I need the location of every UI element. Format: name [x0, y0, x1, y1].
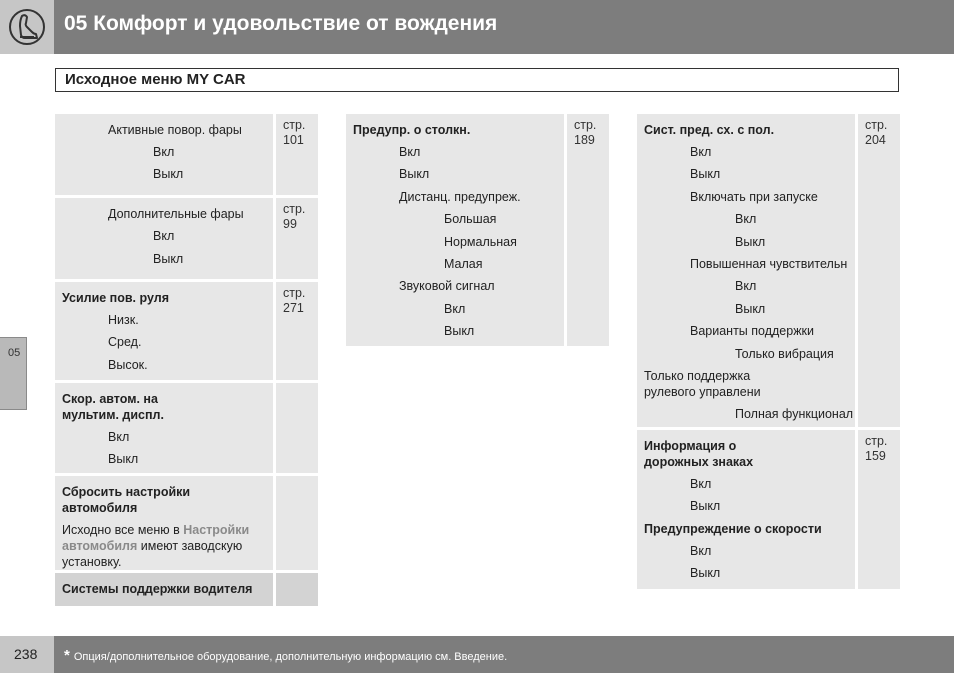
menu-row-reset-settings	[55, 476, 318, 573]
menu-cell	[637, 114, 855, 427]
seat-icon	[8, 7, 46, 47]
page-ref	[858, 114, 900, 427]
menu-cell	[55, 198, 273, 279]
page-number: 99	[283, 217, 297, 231]
page-header	[0, 0, 954, 54]
menu-option: Вкл	[690, 145, 712, 159]
menu-cell	[55, 476, 273, 570]
page-ref	[276, 198, 318, 279]
menu-option: Высок.	[108, 357, 148, 372]
menu-option: Выкл	[690, 167, 721, 182]
menu-option: Выкл	[444, 324, 475, 339]
menu-option: Вкл	[108, 430, 130, 444]
description-text: имеют заводскую установку.	[62, 539, 243, 569]
menu-option: Выкл	[153, 167, 184, 182]
menu-cell	[55, 114, 273, 195]
menu-option: Вкл	[735, 212, 757, 227]
menu-item: Дистанц. предупреж.	[399, 189, 521, 204]
menu-column-2	[346, 114, 609, 346]
menu-option: Выкл	[735, 301, 766, 316]
page-prefix: стр.	[574, 118, 597, 132]
page-footer	[0, 636, 954, 673]
menu-row-lane-departure	[637, 114, 900, 430]
menu-heading: автомобиля	[62, 501, 138, 515]
page-ref	[276, 476, 318, 570]
page-ref	[276, 383, 318, 473]
menu-option: Полная функционал	[735, 407, 854, 422]
menu-heading: дорожных знаках	[644, 455, 754, 469]
menu-item: Варианты поддержки	[690, 324, 815, 339]
page-ref	[567, 114, 609, 346]
menu-item: Повышенная чувствительн	[690, 257, 848, 272]
menu-heading: Сист. пред. сх. с пол.	[644, 123, 775, 137]
settings-link-text: Настройки автомобиля	[62, 523, 250, 553]
menu-heading: мультим. диспл.	[62, 408, 164, 422]
menu-option: Сред.	[108, 335, 142, 350]
footnote-text: Опция/дополнительное оборудование, дополнительную информацию см. Введение.	[73, 651, 508, 663]
menu-item: Включать при запуске	[690, 189, 818, 204]
chapter-side-tab: 05	[0, 337, 27, 410]
menu-cell	[346, 114, 564, 346]
menu-heading: Информация о	[644, 439, 737, 453]
menu-row-multimedia-speed	[55, 383, 318, 476]
page-number: 271	[283, 301, 304, 315]
menu-item: Звуковой сигнал	[399, 279, 495, 294]
page-number: 101	[283, 133, 304, 147]
menu-heading: Усилие пов. руля	[62, 291, 169, 305]
menu-option: Вкл	[444, 301, 466, 316]
chapter-title: 05 Комфорт и удовольствие от вождения	[64, 12, 498, 35]
page-number: 238	[0, 636, 54, 673]
menu-item: Дополнительные фары	[108, 207, 244, 221]
menu-option: Вкл	[153, 229, 175, 244]
menu-row-extra-lights	[55, 198, 318, 282]
menu-row-steering-force	[55, 282, 318, 383]
page-prefix: стр.	[283, 202, 306, 216]
menu-heading: Предупр. о столкн.	[353, 123, 471, 137]
menu-heading: Системы поддержки водителя	[62, 582, 253, 596]
description-text: Исходно все меню в	[62, 523, 184, 537]
footnote-star: *	[64, 647, 70, 664]
menu-option: Выкл	[153, 251, 184, 266]
page-prefix: стр.	[865, 118, 888, 132]
menu-option: Выкл	[735, 234, 766, 249]
header-icon-box	[0, 0, 54, 54]
menu-option: Нормальная	[444, 234, 517, 249]
page-prefix: стр.	[283, 286, 306, 300]
menu-option: рулевого управлени	[644, 385, 761, 400]
menu-option: Низк.	[108, 313, 139, 327]
menu-option: Малая	[444, 257, 483, 272]
menu-heading: Скор. автом. на	[62, 392, 158, 406]
section-title: Исходное меню MY CAR	[55, 68, 899, 92]
menu-option: Выкл	[108, 452, 139, 467]
menu-option: Выкл	[399, 167, 430, 182]
menu-option: Вкл	[399, 145, 421, 159]
page-ref	[858, 430, 900, 589]
page-prefix: стр.	[865, 434, 888, 448]
menu-row-active-lights	[55, 114, 318, 198]
menu-option: Вкл	[690, 477, 712, 491]
menu-row-road-signs	[637, 430, 900, 589]
menu-row-driver-support	[55, 573, 318, 606]
menu-cell	[55, 282, 273, 380]
page-prefix: стр.	[283, 118, 306, 132]
menu-option: Вкл	[153, 145, 175, 159]
menu-option: Вкл	[735, 279, 757, 294]
menu-option: Большая	[444, 212, 497, 227]
menu-option: Вкл	[690, 543, 712, 558]
menu-item: Активные повор. фары	[108, 123, 242, 137]
page-number: 189	[574, 133, 595, 147]
menu-option: Выкл	[690, 499, 721, 514]
page-number: 159	[865, 449, 886, 463]
menu-row-collision-warning	[346, 114, 609, 346]
page-number: 204	[865, 133, 886, 147]
menu-heading: Предупреждение о скорости	[644, 521, 822, 536]
menu-cell	[55, 383, 273, 473]
menu-option: Только поддержка	[644, 369, 751, 384]
menu-column-3	[637, 114, 900, 589]
menu-cell	[637, 430, 855, 589]
menu-option: Выкл	[690, 566, 721, 581]
reset-description	[62, 519, 267, 570]
page-ref	[276, 114, 318, 195]
menu-cell	[55, 573, 273, 606]
page-ref	[276, 282, 318, 380]
footnote	[64, 647, 507, 664]
page-ref	[276, 573, 318, 606]
menu-option: Только вибрация	[735, 346, 834, 361]
menu-heading: Сбросить настройки	[62, 485, 191, 499]
menu-column-1	[55, 114, 318, 606]
